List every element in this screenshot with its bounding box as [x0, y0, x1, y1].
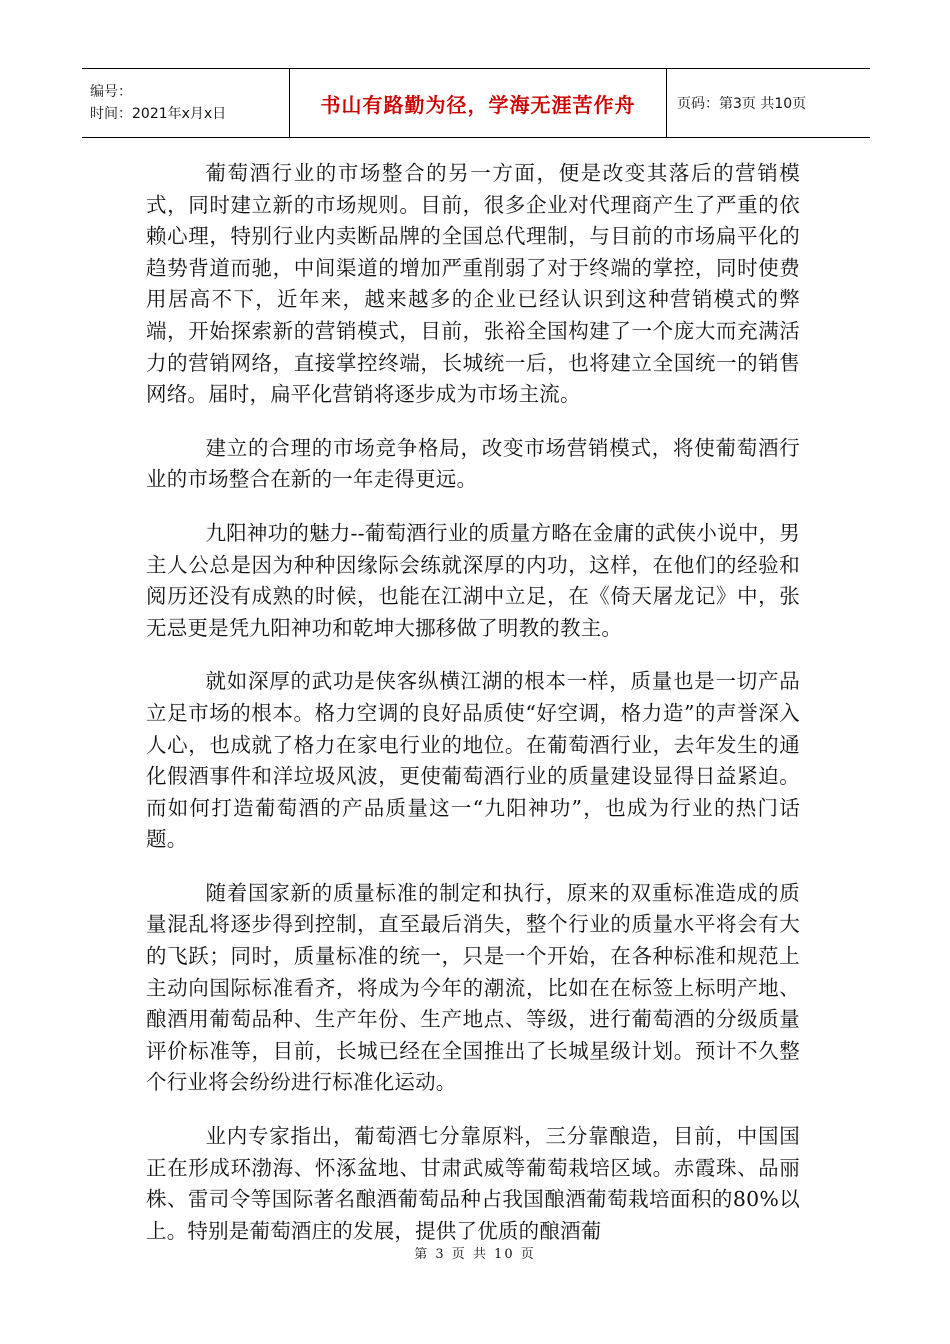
- page-footer: 第 3 页 共 10 页: [414, 1247, 536, 1262]
- paragraph-raw-materials: 业内专家指出，葡萄酒七分靠原料，三分靠酿造，目前，中国国正在形成环渤海、怀涿盆地、甘肃武威等葡萄栽培区域。赤霞珠、品丽株、雷司令等国际著名酿酒葡萄品种占我国酿酒葡萄栽培面积的80%以上。特别是葡萄酒庄的发展，提供了优质的酿酒葡: [146, 1124, 800, 1243]
- paragraph-quality-standards: 随着国家新的质量标准的制定和执行，原来的双重标准造成的质量混乱将逐步得到控制，直至最后消失，整个行业的质量水平将会有大的飞跃；同时，质量标准的统一，只是一个开始，在各种标准和规范上主动向国际标准看齐，将成为今年的潮流，比如在在标签上标明产地、酿酒用葡萄品种、生产年份、生产地点、等级，进行葡萄酒的分级质量评价标准等，目前，长城已经在全国推出了长城星级计划。预计不久整个行业将会纷纷进行标准化运动。: [146, 880, 800, 1095]
- paragraph-marketing-model: 葡萄酒行业的市场整合的另一方面，便是改变其落后的营销模式，同时建立新的市场规则。目前，很多企业对代理商产生了严重的依赖心理，特别行业内卖断品牌的全国总代理制，与目前的市场扁平化的趋势背道而驰，中间渠道的增加严重削弱了对于终端的掌控，同时使费用居高不下，近年来，越来越多的企业已经认识到这种营销模式的弊端，开始探索新的营销模式，目前，张裕全国构建了一个庞大而充满活力的营销网络，直接掌控终端，长城统一后，也将建立全国统一的销售网络。届时，扁平化营销将逐步成为市场主流。: [146, 161, 800, 407]
- header-motto: 书山有路勤为径，学海无涯苦作舟: [320, 92, 636, 117]
- paragraph-jiuyang: 九阳神功的魅力--葡萄酒行业的质量方略在金庸的武侠小说中，男主人公总是因为种种因缘际会练就深厚的内功，这样，在他们的经验和阅历还没有成熟的时候，也能在江湖中立足，在《倚天屠龙记》中，张无忌更是凭九阳神功和乾坤大挪移做了明教的教主。: [146, 520, 800, 640]
- paragraph-quality-root: 就如深厚的武功是侠客纵横江湖的根本一样，质量也是一切产品立足市场的根本。格力空调的良好品质使“好空调，格力造”的声誉深入人心，也成就了格力在家电行业的地位。在葡萄酒行业，去年发生的通化假酒事件和洋垃圾风波，更使葡萄酒行业的质量建设显得日益紧迫。而如何打造葡萄酒的产品质量这一“九阳神功”，也成为行业的热门话题。: [146, 669, 800, 852]
- header-middle-cell: [290, 69, 667, 137]
- header-page-info: 页码：第3页 共10页: [677, 96, 807, 112]
- header-right-cell: [667, 69, 870, 137]
- header-left-cell: [82, 69, 290, 137]
- page-header: [82, 68, 870, 138]
- number-label: 编号：: [90, 84, 132, 100]
- paragraph-competition: 建立的合理的市场竞争格局，改变市场营销模式，将使葡萄酒行业的市场整合在新的一年走得更远。: [146, 435, 800, 492]
- document-body: [146, 158, 800, 1269]
- time-label: 时间：2021年x月x日: [90, 106, 227, 122]
